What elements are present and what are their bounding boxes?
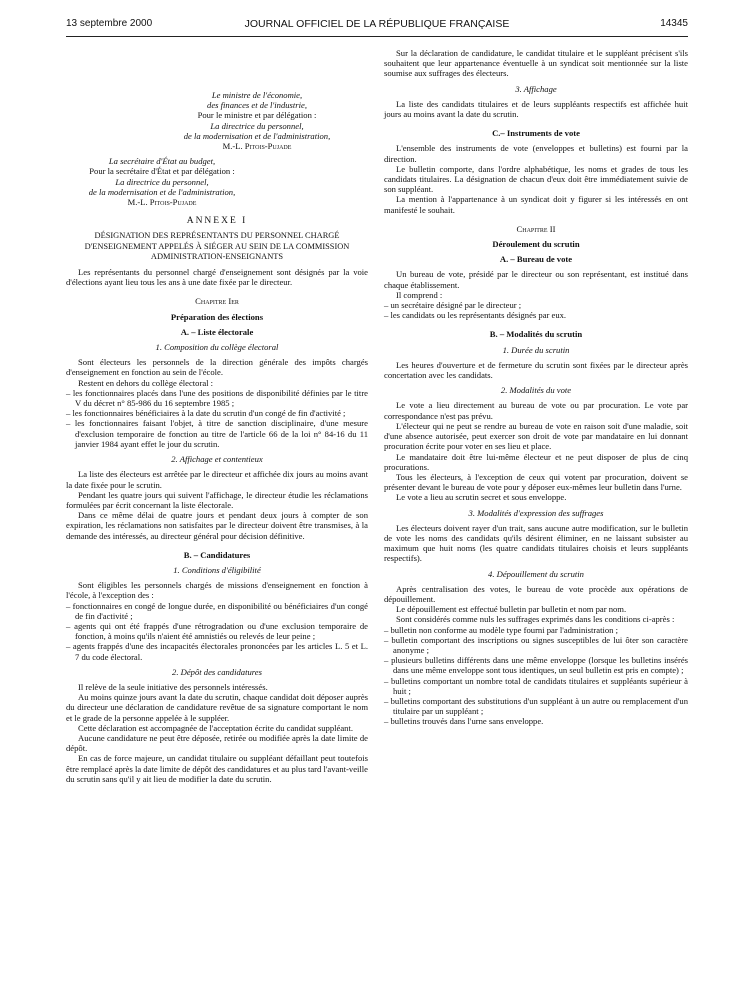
list-item: – bulletins comportant un nombre total de candidats titulaires et suppléants supérieur à huit ; (384, 675, 688, 696)
paragraph: Aucune candidature ne peut être déposée, retirée ou modifiée après la date limite de dépôt. (66, 732, 368, 754)
paragraph: Les heures d'ouverture et de fermeture du scrutin sont fixées par le directeur après concertation avec les candidats. (384, 359, 688, 381)
section-heading: A. – Liste électorale (180, 326, 254, 337)
list-item: – bulletins comportant des substitutions d'un suppléant à un autre ou remplacement d'un titulaire par un suppléant ; (384, 695, 688, 717)
paragraph: Le vote a lieu au scrutin secret et sous enveloppe. (396, 492, 567, 503)
list-item: – bulletin non conforme au modèle type fourni par l'administration ; (384, 624, 618, 635)
paragraph: Restent en dehors du collège électoral : (78, 377, 214, 388)
list-item: – les fonctionnaires bénéficiaires à la date du scrutin d'un congé de fin d'activité ; (66, 408, 346, 419)
list-item: – bulletin comportant des inscriptions ou signes susceptibles de lui ôter son caractère anonyme ; (384, 634, 688, 655)
chapter-title: Préparation des élections (170, 311, 264, 322)
paragraph: Sont électeurs les personnels de la direction générale des impôts chargés d'enseignement en fonction au sein de l'école. (66, 357, 368, 378)
list-item: – agents qui ont été frappés d'une rétrogradation ou d'une exclusion temporaire de fonction, à moins qu'ils n'aient été amnistiés ou relevés de leur peine ; (66, 620, 368, 642)
chapter-title: Déroulement du scrutin (492, 239, 580, 250)
subsection-heading: 4. Dépouillement du scrutin (488, 568, 584, 579)
paragraph: Sont éligibles les personnels chargés de missions d'enseignement en fonction à l'école, à l'exception des : (66, 580, 368, 601)
subsection-heading: 1. Composition du collège électoral (155, 342, 279, 353)
sig-line: Pour le ministre et par délégation : (197, 110, 317, 121)
paragraph: Dans ce même délai de quatre jours et pendant deux jours à compter de son expiration, les réclamations non satisfaites par le directeur doivent être transmises, à la demande des intéressés, au directeur général pour décision définitive. (66, 510, 368, 541)
section-heading: B. – Modalités du scrutin (489, 329, 583, 340)
paragraph: Le bulletin comporte, dans l'ordre alphabétique, les noms et grades de tous les candidats titulaires. La désignation de chacun d'eux doit être immédiatement suivie de son suppléant. (384, 163, 688, 195)
paragraph: Après centralisation des votes, le bureau de vote procède aux opérations de dépouillement. (384, 583, 688, 604)
subsection-heading: 2. Affichage et contentieux (171, 454, 263, 465)
list-item: – fonctionnaires en congé de longue durée, en disponibilité ou bénéficiaires d'un congé de fin d'activité ; (66, 600, 368, 621)
paragraph: Le vote a lieu directement au bureau de vote ou par procuration. Le vote par correspondance n'est pas prévu. (384, 400, 688, 421)
subsection-heading: 1. Conditions d'éligibilité (173, 564, 261, 575)
list-item: – bulletins trouvés dans l'urne sans enveloppe. (384, 716, 544, 727)
paragraph: Pendant les quatre jours qui suivent l'affichage, le directeur étudie les réclamations formulées par écrit concernant la liste électorale. (66, 489, 368, 510)
list-item: – les fonctionnaires faisant l'objet, à titre de sanction disciplinaire, d'une mesure d'exclusion temporaire de fonction au titre de l'article 66 de la loi n° 84-16 du 11 janvier 1984 ayant effet le jour du scrutin. (66, 418, 368, 449)
paragraph: La mention à l'appartenance à un syndicat doit y figurer si les intéressés en ont manifesté le souhait. (384, 194, 688, 215)
section-heading: A. – Bureau de vote (499, 254, 573, 265)
list-item: – agents frappés d'une des incapacités électorales prononcées par les articles L. 5 et L. 7 du code électoral. (66, 641, 368, 662)
paragraph: Il comprend : (396, 289, 443, 300)
subsection-heading: 2. Modalités du vote (500, 385, 572, 396)
paragraph: Il relève de la seule initiative des personnels intéressés. (78, 681, 268, 692)
header-journal-title: JOURNAL OFFICIEL DE LA RÉPUBLIQUE FRANÇAISE (244, 18, 510, 30)
sig-line: de la modernisation et de l'administration, (88, 186, 236, 197)
right-column (384, 48, 688, 727)
subsection-heading: 3. Modalités d'expression des suffrages (468, 507, 604, 518)
subsection-heading: 1. Durée du scrutin (502, 344, 570, 355)
sig-line: Pour la secrétaire d'État et par délégation : (89, 166, 235, 177)
sig-line: La directrice du personnel, (210, 120, 304, 131)
paragraph: Un bureau de vote, présidé par le directeur ou son représentant, est institué dans chaque établissement. (384, 269, 688, 290)
section-heading: C.– Instruments de vote (492, 128, 580, 139)
sig-line: de la modernisation et de l'administration, (183, 130, 331, 141)
annex-heading: ANNEXE I (186, 216, 248, 227)
header-date: 13 septembre 2000 (66, 18, 153, 29)
paragraph: L'électeur qui ne peut se rendre au bureau de vote en raison soit d'une maladie, soit d'une absence autorisée, peut exercer son droit de vote par mandataire en lui donnant procuration écrite pour voter en ses lieu et place. (384, 420, 688, 452)
list-item: – un secrétaire désigné par le directeur ; (384, 300, 522, 311)
paragraph: L'ensemble des instruments de vote (enveloppes et bulletins) est fourni par la direction. (384, 143, 688, 164)
page-header (66, 18, 688, 34)
paragraph: En cas de force majeure, un candidat titulaire ou suppléant défaillant peut toutefois être remplacé après la date limite de dépôt des candidatures et au plus tard l'avant-veille du scrutin sans qu'il y ait lieu de modifier la date du scrutin. (66, 753, 368, 784)
list-item: – les candidats ou les représentants désignés par eux. (384, 310, 567, 321)
paragraph: La liste des électeurs est arrêtée par le directeur et affichée dix jours au moins avant la date fixée pour le scrutin. (66, 469, 368, 490)
paragraph: Les représentants du personnel chargé d'enseignement sont désignés par la voie d'élections ayant lieu tous les ans à une date fixée par le directeur. (66, 267, 368, 288)
header-page-number: 14345 (660, 18, 688, 29)
paragraph: Cette déclaration est accompagnée de l'acceptation écrite du candidat suppléant. (78, 722, 353, 733)
paragraph: Sont considérés comme nuls les suffrages exprimés dans les conditions ci-après : (396, 614, 675, 625)
chapter-heading: Chapitre II (516, 223, 556, 234)
annex-title: DÉSIGNATION DES REPRÉSENTANTS DU PERSONNEL CHARGÉ D'ENSEIGNEMENT APPELÉS À SIÉGER AU SEIN DE LA COMMISSION ADMINISTRATION-ENSEIGNANTS (84, 231, 350, 261)
paragraph: Le dépouillement est effectué bulletin par bulletin et nom par nom. (396, 604, 627, 615)
paragraph: Sur la déclaration de candidature, le candidat titulaire et le suppléant précisent s'ils souhaitent que leur appartenance éventuelle à un syndicat soit mentionnée sur la liste soumise aux suffrages des électeurs. (384, 48, 688, 79)
paragraph: La liste des candidats titulaires et de leurs suppléants respectifs est affichée huit jours au moins avant la date du scrutin. (384, 98, 688, 120)
paragraph: Au moins quinze jours avant la date du scrutin, chaque candidat doit déposer auprès du directeur une déclaration de candidature revêtue de sa signature comportant le nom et le grade de la personne appelée à le suppléer. (66, 692, 368, 723)
signature-block-2 (66, 156, 368, 207)
sig-line: La directrice du personnel, (115, 176, 209, 187)
signature-block-1 (66, 90, 368, 151)
sig-line: des finances et de l'industrie, (207, 100, 307, 111)
sig-name: M.-L. Pitois-Pujade (127, 197, 197, 208)
header-rule (66, 36, 688, 37)
section-heading: B. – Candidatures (183, 549, 251, 560)
list-item: – plusieurs bulletins différents dans une même enveloppe (lorsque les bulletins insérés dans une même enveloppe sont tous identiques, un seul bulletin est pris en compte) ; (384, 655, 688, 676)
left-column (66, 90, 368, 784)
sig-name: M.-L. Pitois-Pujade (222, 141, 292, 152)
list-item: – les fonctionnaires placés dans l'une des positions de disponibilité définies par le titre V du décret n° 85-986 du 16 septembre 1985 ; (66, 387, 368, 409)
subsection-heading: 3. Affichage (515, 83, 557, 94)
paragraph: Le mandataire doit être lui-même électeur et ne peut disposer de plus de cinq procurations. (384, 451, 688, 472)
sig-line: La secrétaire d'État au budget, (108, 156, 216, 167)
paragraph: Tous les électeurs, à l'exception de ceux qui votent par procuration, doivent se présenter devant le bureau de vote pour y déposer eux-mêmes leur bulletin dans l'urne. (384, 471, 688, 493)
chapter-heading: Chapitre Ier (195, 296, 239, 307)
subsection-heading: 2. Dépôt des candidatures (172, 666, 262, 677)
paragraph: Les électeurs doivent rayer d'un trait, sans aucune autre modification, sur le bulletin de vote les noms des candidats qu'ils désirent éliminer, en ne laissant subsister au maximum que huit noms (les quatre candidats titulaires choisis et leurs suppléants respectifs). (384, 522, 688, 564)
sig-line: Le ministre de l'économie, (211, 90, 303, 100)
